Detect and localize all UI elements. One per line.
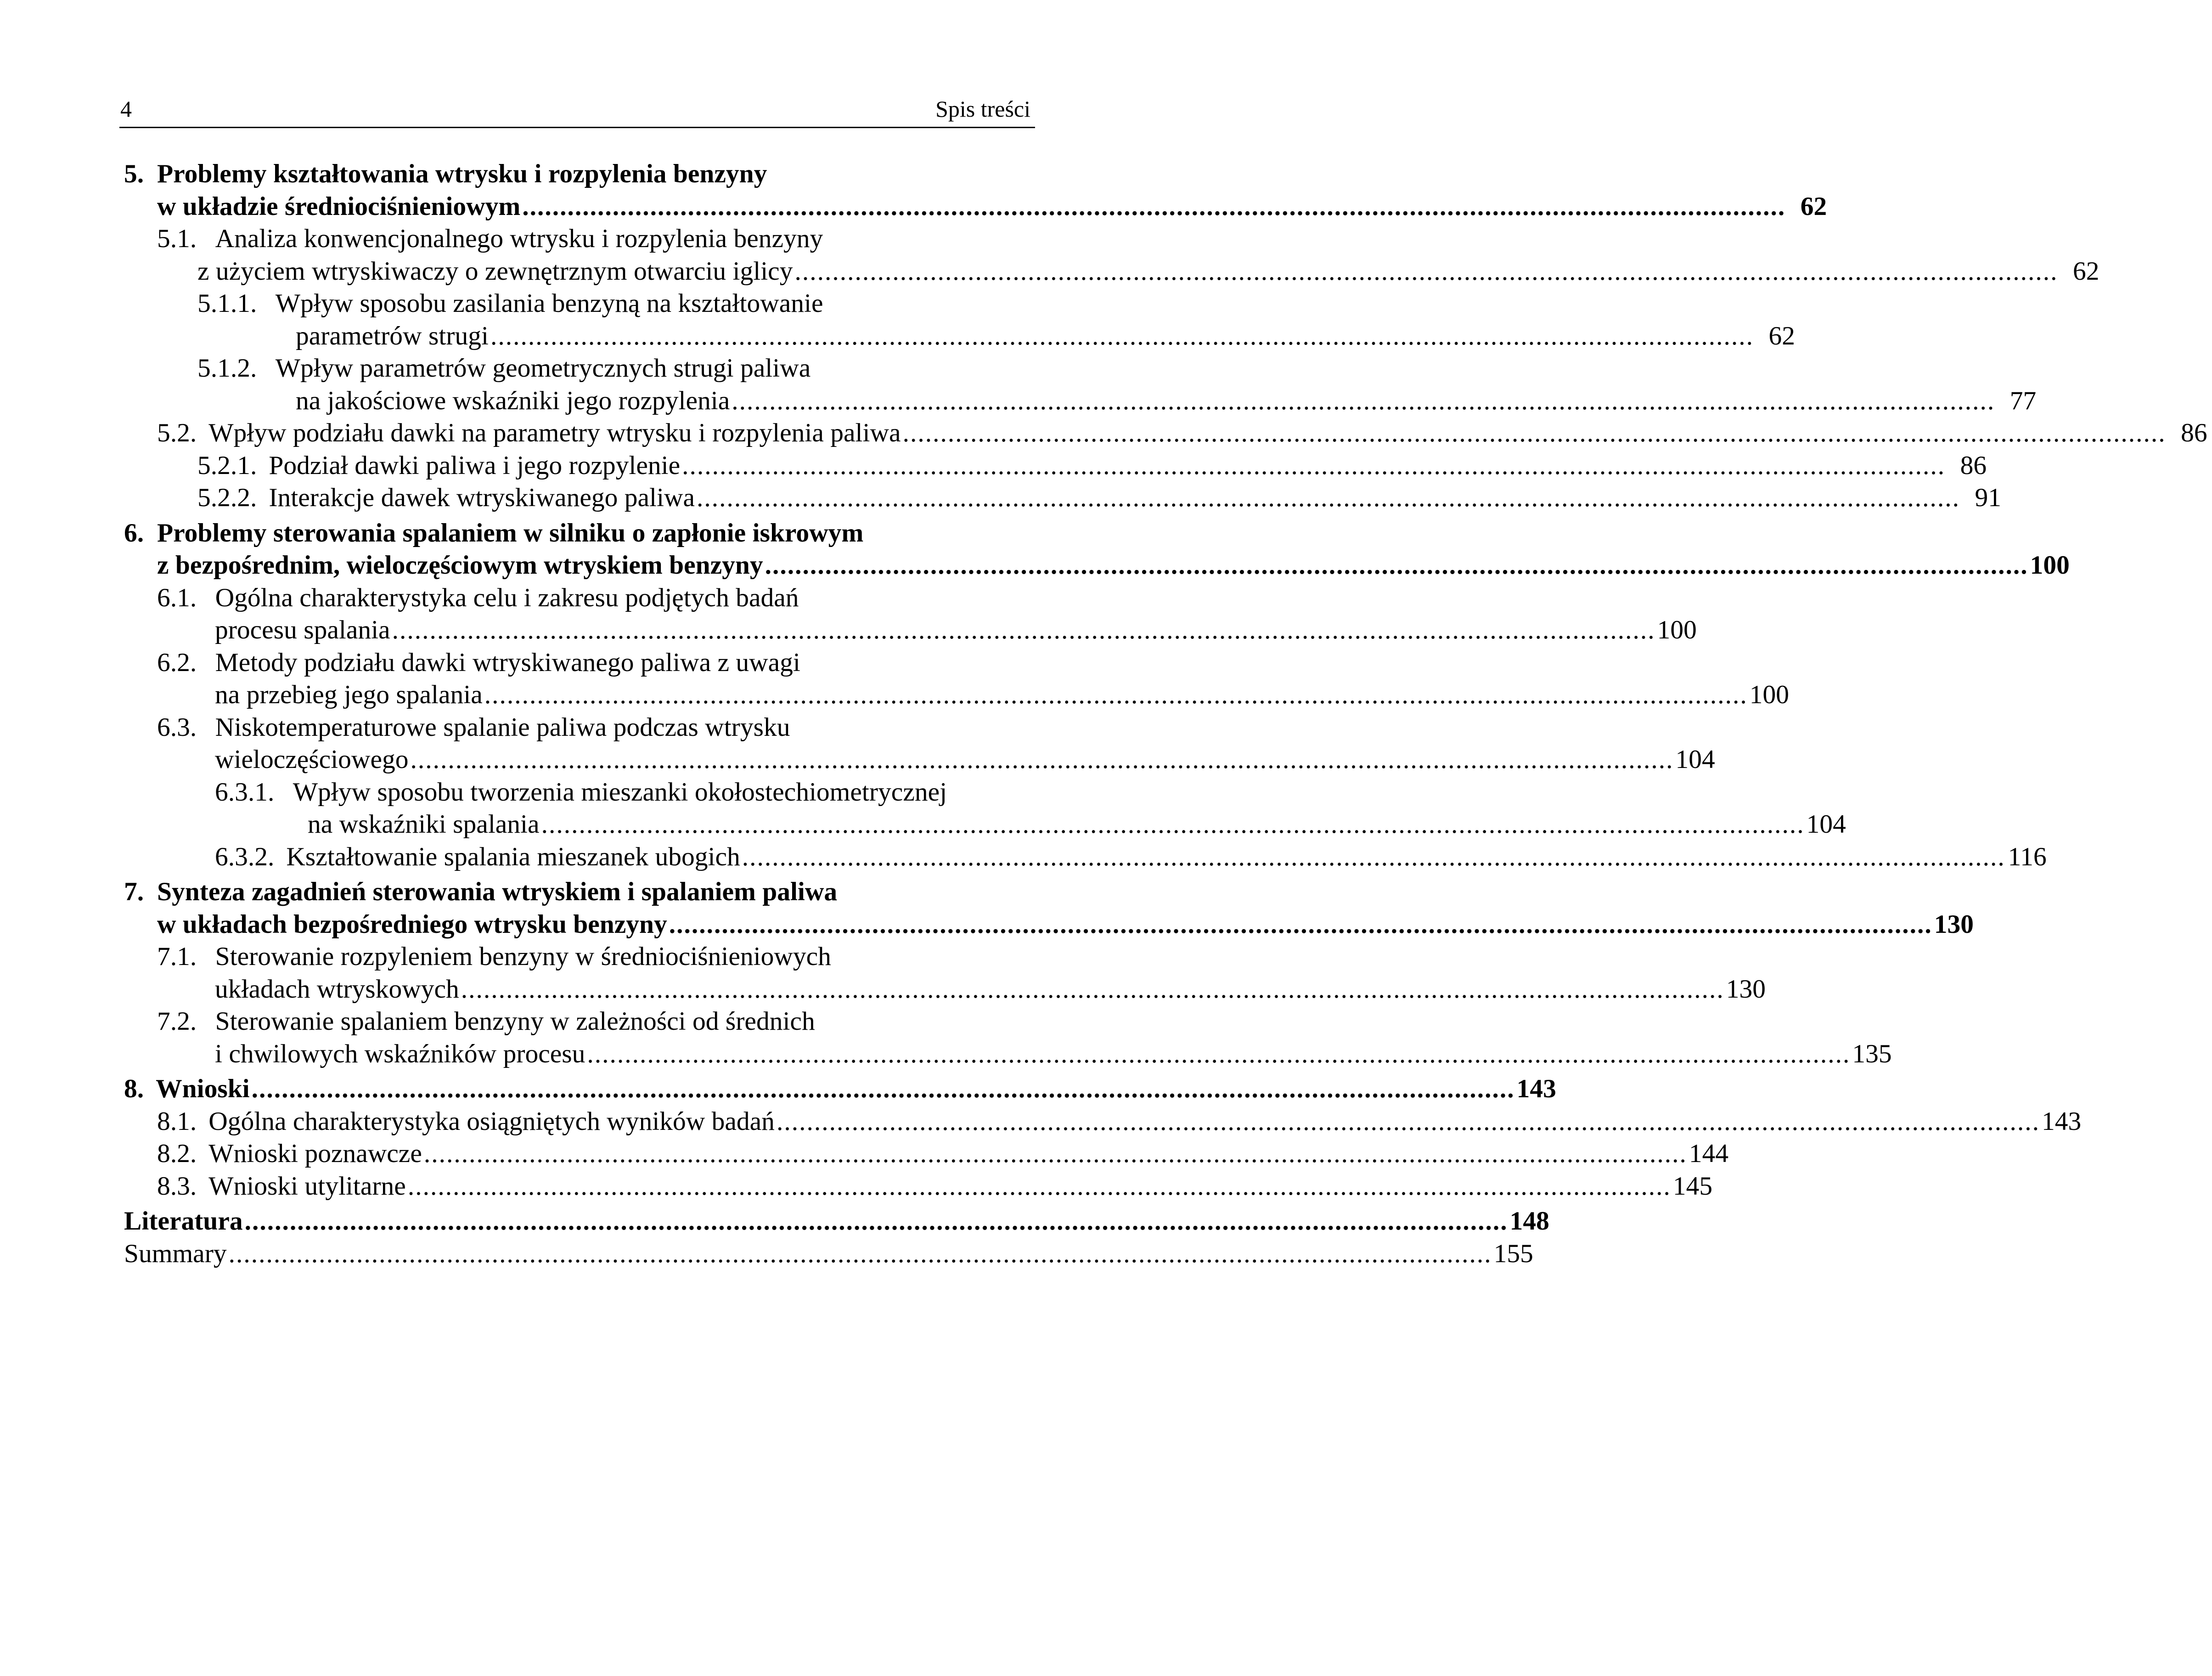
dot-leader: ........................................................................................................................................................................	[392, 615, 1655, 644]
toc-entry-line	[119, 255, 2099, 288]
page-ref: 86	[2181, 418, 2207, 447]
page-ref: 100	[2030, 551, 2070, 580]
toc-entry-line	[119, 450, 1987, 482]
section-title: Wpływ podziału dawki na parametry wtrysku i rozpylenia paliwa	[208, 418, 901, 447]
dot-leader: ........................................................................................................................................................................	[902, 418, 2166, 447]
section-title: Wnioski poznawcze	[208, 1139, 422, 1168]
page-ref: 143	[1516, 1074, 1556, 1103]
dot-leader: ........................................................................................................................................................................	[423, 1139, 1687, 1168]
chapter-title-cont: w układzie średniociśnieniowym	[157, 192, 521, 221]
running-title: Spis treści	[935, 96, 1030, 122]
subsection-title: Interakcje dawek wtryskiwanego paliwa	[269, 483, 695, 512]
toc-entry-line	[119, 711, 1035, 744]
subsection-title: Kształtowanie spalania mieszanek ubogich	[286, 842, 740, 871]
dot-leader: ........................................................................................................................................................................	[410, 745, 1674, 774]
section-title: Niskotemperaturowe spalanie paliwa podczas wtrysku	[215, 712, 790, 742]
subsection-title-cont: parametrów strugi	[296, 321, 489, 350]
page-ref: 77	[2009, 386, 2037, 415]
dot-leader: ........................................................................................................................................................................	[228, 1239, 1492, 1268]
section-number: 7.2.	[157, 1007, 197, 1036]
dot-leader: ........................................................................................................................................................................	[742, 842, 2005, 871]
toc-entry-line	[119, 191, 1827, 223]
toc-entry-line	[119, 909, 1974, 941]
chapter-title: Wnioski	[156, 1074, 250, 1103]
page-ref: 62	[2072, 256, 2099, 286]
section-number: 8.1.	[157, 1106, 197, 1136]
chapter-title-cont: w układach bezpośredniego wtrysku benzyny	[157, 909, 667, 939]
section-title-cont: z użyciem wtryskiwaczy o zewnętrznym otwarciu iglicy	[197, 256, 793, 286]
page-ref: 130	[1726, 974, 1766, 1004]
dot-leader: ........................................................................................................................................................................	[669, 909, 1932, 939]
toc-entry-line	[119, 517, 1035, 550]
page-ref: 100	[1657, 615, 1697, 644]
subsection-title: Wpływ sposobu zasilania benzyną na kształtowanie	[275, 289, 823, 318]
toc-entry-line	[119, 876, 1035, 909]
page-ref: 155	[1493, 1239, 1533, 1268]
toc-entry-line	[119, 941, 1035, 973]
subsection-number: 5.2.2.	[197, 483, 257, 512]
toc-entry-line	[119, 808, 1846, 841]
page-ref: 104	[1675, 745, 1715, 774]
summary-title: Summary	[124, 1239, 227, 1268]
dot-leader: ........................................................................................................................................................................	[484, 680, 1748, 709]
page-ref: 116	[2008, 842, 2047, 871]
toc-chapter-6	[119, 517, 2070, 874]
toc-entry-line	[119, 417, 2207, 450]
chapter-number: 7.	[124, 877, 144, 906]
dot-leader: ........................................................................................................................................................................	[776, 1106, 2040, 1136]
section-number: 6.2.	[157, 648, 197, 677]
toc-entry-line	[119, 482, 2001, 514]
page-ref: 143	[2041, 1106, 2082, 1136]
chapter-title: Problemy kształtowania wtrysku i rozpylenia benzyny	[157, 159, 767, 188]
page-ref: 91	[1975, 483, 2001, 512]
page-ref: 148	[1509, 1207, 1549, 1236]
page-ref: 145	[1672, 1171, 1713, 1201]
page-number: 4	[120, 96, 132, 122]
section-number: 5.1.	[157, 224, 197, 253]
page	[119, 0, 2207, 1676]
toc-entry-line	[119, 1073, 1556, 1106]
toc-chapter-8	[119, 1073, 2082, 1202]
subsection-title-cont: na wskaźniki spalania	[308, 810, 540, 839]
section-title: Ogólna charakterystyka osiągniętych wyników badań	[208, 1106, 775, 1136]
toc-entry-line	[119, 549, 2070, 582]
section-title-cont: wieloczęściowego	[215, 745, 409, 774]
toc-entry-line	[119, 614, 1697, 647]
subsection-number: 5.2.1.	[197, 451, 257, 480]
section-number: 8.2.	[157, 1139, 197, 1168]
section-title: Ogólna charakterystyka celu i zakresu podjętych badań	[215, 583, 799, 612]
dot-leader: ........................................................................................................................................................................	[522, 192, 1786, 221]
toc-entry-line	[119, 385, 2037, 418]
running-header	[119, 91, 1035, 126]
toc-entry-line	[119, 352, 1035, 385]
dot-leader: ........................................................................................................................................................................	[765, 551, 2028, 580]
toc-entry-line	[119, 288, 1035, 320]
subsection-number: 5.1.2.	[197, 354, 257, 383]
dot-leader: ........................................................................................................................................................................	[251, 1074, 1515, 1103]
toc-back-matter	[119, 1205, 1549, 1270]
subsection-number: 6.3.1.	[215, 777, 275, 807]
section-title: Sterowanie spalaniem benzyny w zależności od średnich	[215, 1007, 815, 1036]
dot-leader: ........................................................................................................................................................................	[732, 386, 1995, 415]
toc-entry-line	[119, 158, 1035, 191]
section-number: 5.2.	[157, 418, 197, 447]
section-title: Sterowanie rozpyleniem benzyny w średniociśnieniowych	[215, 942, 831, 971]
subsection-title: Wpływ parametrów geometrycznych strugi paliwa	[275, 354, 811, 383]
subsection-title: Wpływ sposobu tworzenia mieszanki okołostechiometrycznej	[293, 777, 947, 807]
section-number: 7.1.	[157, 942, 197, 971]
page-ref: 62	[1768, 321, 1795, 350]
dot-leader: ........................................................................................................................................................................	[244, 1207, 1508, 1236]
table-of-contents	[119, 158, 2207, 1270]
subsection-title: Podział dawki paliwa i jego rozpylenie	[269, 451, 681, 480]
dot-leader: ........................................................................................................................................................................	[696, 483, 1960, 512]
dot-leader: ........................................................................................................................................................................	[682, 451, 1946, 480]
toc-chapter-7	[119, 876, 1974, 1070]
toc-entry-line	[119, 1238, 1533, 1270]
dot-leader: ........................................................................................................................................................................	[587, 1039, 1851, 1068]
toc-entry-line	[119, 582, 1035, 615]
section-title-cont: na przebieg jego spalania	[215, 680, 483, 709]
toc-chapter-5	[119, 158, 2207, 514]
dot-leader: ........................................................................................................................................................................	[407, 1171, 1671, 1201]
section-title-cont: układach wtryskowych	[215, 974, 459, 1004]
section-number: 6.3.	[157, 712, 197, 742]
literature-title: Literatura	[124, 1207, 243, 1236]
chapter-number: 5.	[124, 159, 144, 188]
page-ref: 104	[1806, 810, 1846, 839]
chapter-title: Problemy sterowania spalaniem w silniku o zapłonie iskrowym	[157, 518, 864, 547]
toc-entry-line	[119, 841, 2047, 874]
section-number: 8.3.	[157, 1171, 197, 1201]
dot-leader: ........................................................................................................................................................................	[794, 256, 2058, 286]
section-title: Metody podziału dawki wtryskiwanego paliwa z uwagi	[215, 648, 800, 677]
page-ref: 100	[1749, 680, 1789, 709]
chapter-title-cont: z bezpośrednim, wieloczęściowym wtryskiem benzyny	[157, 551, 763, 580]
toc-entry-line	[119, 223, 1035, 255]
header-rule	[119, 127, 1035, 128]
dot-leader: ........................................................................................................................................................................	[541, 810, 1805, 839]
section-title: Wnioski utylitarne	[208, 1171, 406, 1201]
page-ref: 62	[1800, 192, 1827, 221]
page-ref: 144	[1689, 1139, 1729, 1168]
section-title-cont: i chwilowych wskaźników procesu	[215, 1039, 585, 1068]
chapter-title: Synteza zagadnień sterowania wtryskiem i spalaniem paliwa	[157, 877, 838, 906]
dot-leader: ........................................................................................................................................................................	[461, 974, 1724, 1004]
section-title-cont: procesu spalania	[215, 615, 390, 644]
subsection-number: 5.1.1.	[197, 289, 257, 318]
chapter-number: 6.	[124, 518, 144, 547]
toc-entry-line	[119, 744, 1715, 776]
page-ref: 86	[1960, 451, 1987, 480]
toc-entry-line	[119, 647, 1035, 679]
toc-entry-line	[119, 776, 1035, 809]
toc-entry-line	[119, 679, 1789, 711]
toc-entry-line	[119, 973, 1766, 1006]
page-ref: 130	[1934, 909, 1974, 939]
subsection-number: 6.3.2.	[215, 842, 275, 871]
chapter-number: 8.	[124, 1074, 144, 1103]
section-title: Analiza konwencjonalnego wtrysku i rozpylenia benzyny	[215, 224, 823, 253]
toc-entry-line	[119, 1205, 1549, 1238]
subsection-title-cont: na jakościowe wskaźniki jego rozpylenia	[296, 386, 730, 415]
toc-entry-line	[119, 1038, 1892, 1071]
toc-entry-line	[119, 1005, 1035, 1038]
toc-entry-line	[119, 320, 1795, 353]
toc-entry-line	[119, 1138, 1729, 1170]
toc-entry-line	[119, 1170, 1713, 1203]
page-ref: 135	[1852, 1039, 1892, 1068]
dot-leader: ........................................................................................................................................................................	[490, 321, 1754, 350]
toc-entry-line	[119, 1106, 2082, 1138]
section-number: 6.1.	[157, 583, 197, 612]
